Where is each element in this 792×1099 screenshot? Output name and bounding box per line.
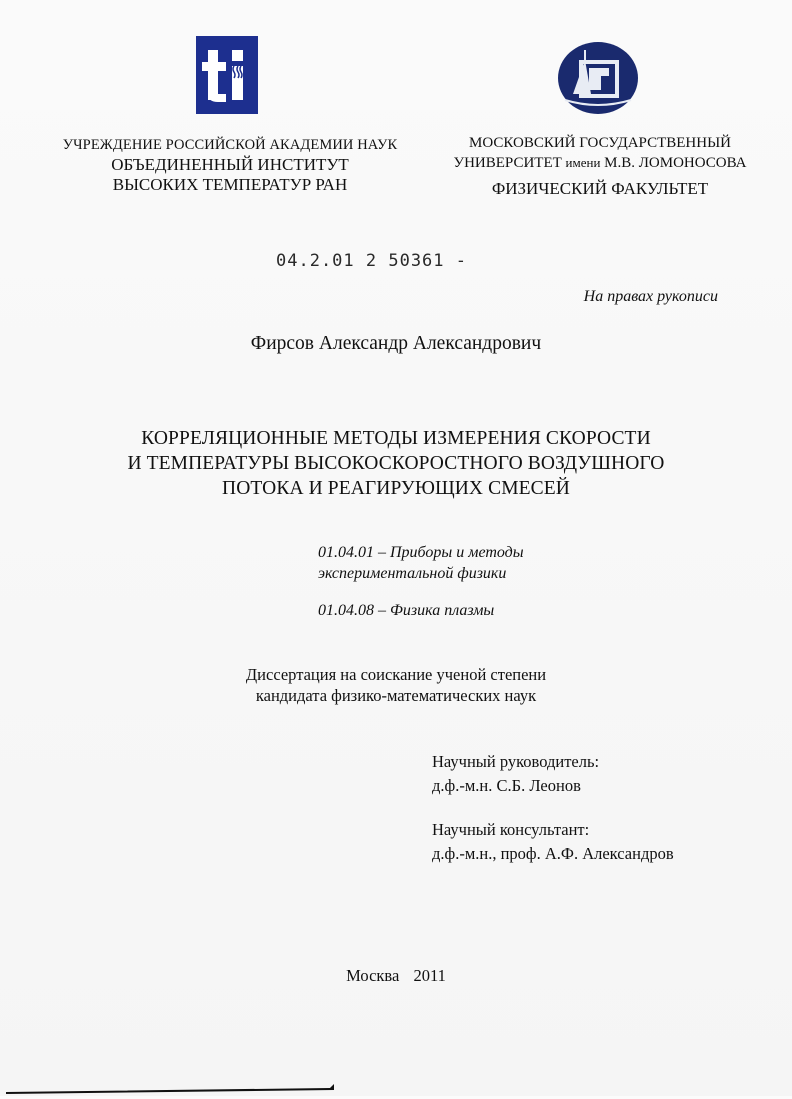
year: 2011 bbox=[413, 966, 446, 985]
city: Москва bbox=[346, 966, 400, 985]
specialty-1-line2: экспериментальной физики bbox=[318, 565, 507, 582]
institution-right-line2-c: М.В. ЛОМОНОСОВА bbox=[604, 155, 747, 171]
consultant-block bbox=[432, 818, 752, 866]
supervisor-label: Научный руководитель: bbox=[432, 752, 600, 771]
institution-right-line2-a: УНИВЕРСИТЕТ bbox=[453, 155, 562, 171]
degree-statement bbox=[0, 664, 792, 706]
institution-right-line1: МОСКОВСКИЙ ГОСУДАРСТВЕННЫЙ bbox=[469, 135, 731, 151]
institution-left-line2: ОБЪЕДИНЕННЫЙ ИНСТИТУТ bbox=[111, 155, 349, 174]
institution-left-line1: УЧРЕЖДЕНИЕ РОССИЙСКОЙ АКАДЕМИИ НАУК bbox=[62, 137, 398, 153]
specialties bbox=[318, 542, 678, 621]
degree-line2: кандидата физико-математических наук bbox=[255, 686, 537, 705]
author-name: Фирсов Александр Александрович bbox=[250, 333, 542, 354]
supervisor-name: д.ф.-м.н. С.Б. Леонов bbox=[432, 776, 581, 795]
msu-physics-faculty-logo-icon bbox=[555, 40, 641, 118]
title-line1: КОРРЕЛЯЦИОННЫЕ МЕТОДЫ ИЗМЕРЕНИЯ СКОРОСТИ bbox=[141, 428, 651, 449]
title-line2: И ТЕМПЕРАТУРЫ ВЫСОКОСКОРОСТНОГО ВОЗДУШНОГО bbox=[127, 453, 665, 474]
consultant-name: д.ф.-м.н., проф. А.Ф. Александров bbox=[432, 844, 674, 863]
rights-note: На правах рукописи bbox=[583, 288, 718, 305]
scan-edge-bar bbox=[6, 1081, 334, 1091]
degree-line1: Диссертация на соискание ученой степени bbox=[245, 665, 547, 684]
specialty-2: 01.04.08 – Физика плазмы bbox=[318, 602, 495, 619]
faculty-name: ФИЗИЧЕСКИЙ ФАКУЛЬТЕТ bbox=[491, 179, 709, 198]
jiht-ti-logo-icon bbox=[196, 36, 258, 114]
library-stamp: 04.2.01 2 50361 - bbox=[276, 251, 467, 271]
supervisor-block bbox=[432, 750, 752, 798]
consultant-label: Научный консультант: bbox=[432, 820, 590, 839]
dissertation-title bbox=[40, 426, 752, 501]
institution-right-line2 bbox=[430, 153, 770, 173]
institution-left bbox=[30, 136, 430, 195]
institution-right bbox=[430, 134, 770, 198]
title-line3: ПОТОКА И РЕАГИРУЮЩИХ СМЕСЕЙ bbox=[222, 478, 570, 499]
institution-right-line2-b: имени bbox=[565, 155, 601, 170]
institution-left-line3: ВЫСОКИХ ТЕМПЕРАТУР РАН bbox=[112, 175, 348, 194]
place-year bbox=[0, 966, 792, 986]
specialty-1-line1: 01.04.01 – Приборы и методы bbox=[318, 544, 524, 561]
